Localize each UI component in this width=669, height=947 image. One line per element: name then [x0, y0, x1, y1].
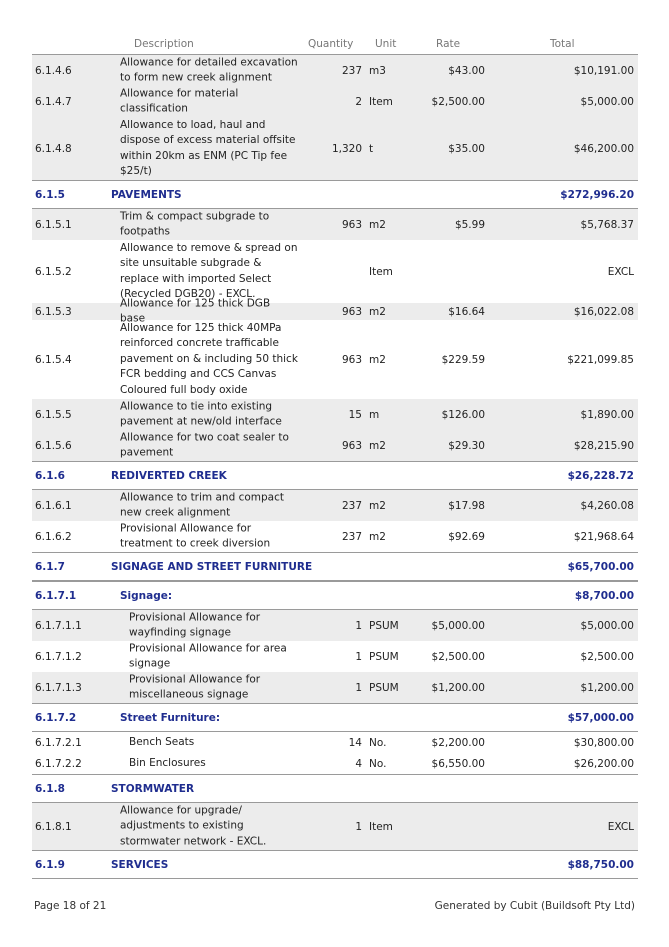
- item-total: $10,191.00: [573, 64, 634, 77]
- item-total: EXCL: [607, 265, 634, 278]
- section-code: 6.1.7.1: [35, 589, 77, 602]
- item-quantity: 963: [341, 218, 362, 231]
- table-row: [32, 641, 638, 672]
- item-description: Allowance to remove & spread on site unsuitable subgrade & replace with imported Select (Recycled DGB20) - EXCL.: [120, 241, 298, 301]
- item-quantity: 963: [341, 353, 362, 366]
- table-row: [32, 753, 638, 774]
- subsection-row: [32, 581, 638, 610]
- section-total: $8,700.00: [574, 589, 634, 602]
- item-code: 6.1.5.4: [35, 353, 72, 366]
- item-unit: m: [369, 408, 380, 421]
- section-row: [32, 180, 638, 209]
- section-total: $88,750.00: [567, 858, 634, 871]
- section-code: 6.1.7: [35, 560, 65, 573]
- item-code: 6.1.7.1.2: [35, 650, 82, 663]
- table-row: [32, 732, 638, 753]
- item-quantity: 2: [355, 95, 362, 108]
- item-rate: $92.69: [448, 530, 485, 543]
- item-unit: Item: [369, 820, 393, 833]
- table-body: [32, 55, 638, 879]
- item-quantity: 14: [348, 736, 362, 749]
- table-row: [32, 240, 638, 303]
- section-row: [32, 774, 638, 803]
- item-total: $1,200.00: [580, 681, 634, 694]
- page-number: Page 18 of 21: [34, 900, 107, 912]
- item-unit: m2: [369, 439, 386, 452]
- table-row: [32, 490, 638, 521]
- item-description: Bench Seats: [129, 735, 195, 748]
- item-unit: No.: [369, 736, 387, 749]
- section-title: Street Furniture:: [120, 711, 221, 724]
- item-quantity: 1: [355, 650, 362, 663]
- item-rate: $17.98: [448, 499, 485, 512]
- item-quantity: 963: [341, 305, 362, 318]
- item-description: Allowance for upgrade/ adjustments to existing stormwater network - EXCL.: [120, 804, 267, 848]
- item-total: EXCL: [607, 820, 634, 833]
- table-row: [32, 672, 638, 703]
- item-rate: $2,500.00: [431, 650, 485, 663]
- item-quantity: 1: [355, 681, 362, 694]
- item-description: Provisional Allowance for treatment to creek diversion: [120, 521, 271, 550]
- item-unit: PSUM: [369, 681, 399, 694]
- item-quantity: 1,320: [331, 142, 362, 155]
- item-unit: m3: [369, 64, 386, 77]
- subsection-row: [32, 703, 638, 732]
- item-quantity: 15: [348, 408, 362, 421]
- item-unit: PSUM: [369, 619, 399, 632]
- item-code: 6.1.7.1.1: [35, 619, 82, 632]
- item-unit: m2: [369, 530, 386, 543]
- item-rate: $35.00: [448, 142, 485, 155]
- column-header-description: Description: [134, 38, 194, 50]
- item-quantity: 4: [355, 757, 362, 770]
- item-unit: m2: [369, 353, 386, 366]
- section-row: [32, 850, 638, 879]
- item-total: $5,000.00: [580, 95, 634, 108]
- section-total: $26,228.72: [567, 469, 634, 482]
- item-code: 6.1.7.1.3: [35, 681, 82, 694]
- table-row: [32, 117, 638, 180]
- item-total: $26,200.00: [573, 757, 634, 770]
- item-code: 6.1.6.1: [35, 499, 72, 512]
- item-total: $4,260.08: [580, 499, 634, 512]
- item-rate: $1,200.00: [431, 681, 485, 694]
- item-description: Allowance to tie into existing pavement at new/old interface: [120, 399, 282, 428]
- table-row: [32, 320, 638, 399]
- item-rate: $5.99: [454, 218, 485, 231]
- item-description: Allowance for 125 thick 40MPa reinforced concrete trafficable pavement on & including 50 thick FCR bedding and CCS Canvas Coloured full body oxide: [120, 321, 298, 396]
- item-quantity: 1: [355, 619, 362, 632]
- item-description: Provisional Allowance for area signage: [129, 641, 287, 670]
- item-description: Trim & compact subgrade to footpaths: [120, 209, 270, 238]
- generator-credit: Generated by Cubit (Buildsoft Pty Ltd): [434, 900, 635, 912]
- item-unit: PSUM: [369, 650, 399, 663]
- item-code: 6.1.4.6: [35, 64, 72, 77]
- item-total: $28,215.90: [573, 439, 634, 452]
- item-total: $2,500.00: [580, 650, 634, 663]
- column-header-total: Total: [550, 38, 575, 50]
- item-code: 6.1.5.5: [35, 408, 72, 421]
- column-header-unit: Unit: [375, 38, 397, 50]
- item-rate: $29.30: [448, 439, 485, 452]
- item-description: Bin Enclosures: [129, 756, 206, 769]
- section-title: STORMWATER: [111, 782, 195, 795]
- item-code: 6.1.5.2: [35, 265, 72, 278]
- item-quantity: 237: [341, 499, 362, 512]
- item-unit: Item: [369, 95, 393, 108]
- item-unit: m2: [369, 305, 386, 318]
- section-title: PAVEMENTS: [111, 188, 182, 201]
- item-total: $1,890.00: [580, 408, 634, 421]
- item-quantity: 237: [341, 530, 362, 543]
- item-rate: $2,500.00: [431, 95, 485, 108]
- item-total: $5,768.37: [580, 218, 634, 231]
- item-total: $30,800.00: [573, 736, 634, 749]
- item-quantity: 1: [355, 820, 362, 833]
- table-row: [32, 209, 638, 240]
- item-unit: t: [369, 142, 374, 155]
- item-rate: $6,550.00: [431, 757, 485, 770]
- table-row: [32, 803, 638, 850]
- item-total: $16,022.08: [573, 305, 634, 318]
- table-row: [32, 296, 638, 325]
- item-total: $46,200.00: [573, 142, 634, 155]
- item-code: 6.1.7.2.2: [35, 757, 82, 770]
- item-unit: Item: [369, 265, 393, 278]
- item-description: Allowance for 125 thick DGB base: [120, 296, 271, 325]
- item-total: $5,000.00: [580, 619, 634, 632]
- item-code: 6.1.5.6: [35, 439, 72, 452]
- item-rate: $229.59: [441, 353, 485, 366]
- item-description: Provisional Allowance for miscellaneous signage: [129, 672, 261, 701]
- item-code: 6.1.8.1: [35, 820, 72, 833]
- item-unit: m2: [369, 499, 386, 512]
- item-rate: $5,000.00: [431, 619, 485, 632]
- item-unit: No.: [369, 757, 387, 770]
- item-description: Allowance for material classification: [120, 86, 239, 115]
- section-total: $57,000.00: [567, 711, 634, 724]
- item-code: 6.1.6.2: [35, 530, 72, 543]
- table-row: [32, 610, 638, 641]
- section-total: $272,996.20: [560, 188, 634, 201]
- section-code: 6.1.6: [35, 469, 65, 482]
- section-row: [32, 461, 638, 490]
- section-title: SERVICES: [111, 858, 169, 871]
- item-rate: $16.64: [448, 305, 485, 318]
- table-row: [32, 521, 638, 552]
- section-title: Signage:: [120, 589, 173, 602]
- item-code: 6.1.7.2.1: [35, 736, 82, 749]
- cost-plan-table: [32, 36, 638, 879]
- item-rate: $43.00: [448, 64, 485, 77]
- section-title: SIGNAGE AND STREET FURNITURE: [111, 560, 313, 573]
- item-description: Allowance to trim and compact new creek alignment: [120, 490, 284, 519]
- section-code: 6.1.7.2: [35, 711, 77, 724]
- table-row: [32, 399, 638, 430]
- section-row: [32, 552, 638, 581]
- item-description: Allowance to load, haul and dispose of excess material offsite within 20km as ENM (PC Tip fee $25/t): [120, 118, 296, 178]
- table-row: [32, 86, 638, 117]
- column-header-quantity: Quantity: [308, 38, 354, 50]
- section-code: 6.1.9: [35, 858, 65, 871]
- section-title: REDIVERTED CREEK: [111, 469, 227, 482]
- section-total: $65,700.00: [567, 560, 634, 573]
- item-description: Allowance for detailed excavation to form new creek alignment: [120, 55, 298, 84]
- item-unit: m2: [369, 218, 386, 231]
- item-total: $221,099.85: [567, 353, 634, 366]
- item-description: Provisional Allowance for wayfinding signage: [129, 610, 261, 639]
- table-header: [32, 36, 638, 54]
- column-header-rate: Rate: [436, 38, 461, 50]
- item-description: Allowance for two coat sealer to pavement: [120, 430, 289, 459]
- item-code: 6.1.5.3: [35, 305, 72, 318]
- item-code: 6.1.4.8: [35, 142, 72, 155]
- item-total: $21,968.64: [573, 530, 634, 543]
- table-row: [32, 55, 638, 86]
- table-row: [32, 430, 638, 461]
- item-quantity: 963: [341, 439, 362, 452]
- item-rate: $126.00: [441, 408, 485, 421]
- item-quantity: 237: [341, 64, 362, 77]
- item-code: 6.1.5.1: [35, 218, 72, 231]
- item-rate: $2,200.00: [431, 736, 485, 749]
- section-code: 6.1.5: [35, 188, 65, 201]
- section-code: 6.1.8: [35, 782, 65, 795]
- item-code: 6.1.4.7: [35, 95, 72, 108]
